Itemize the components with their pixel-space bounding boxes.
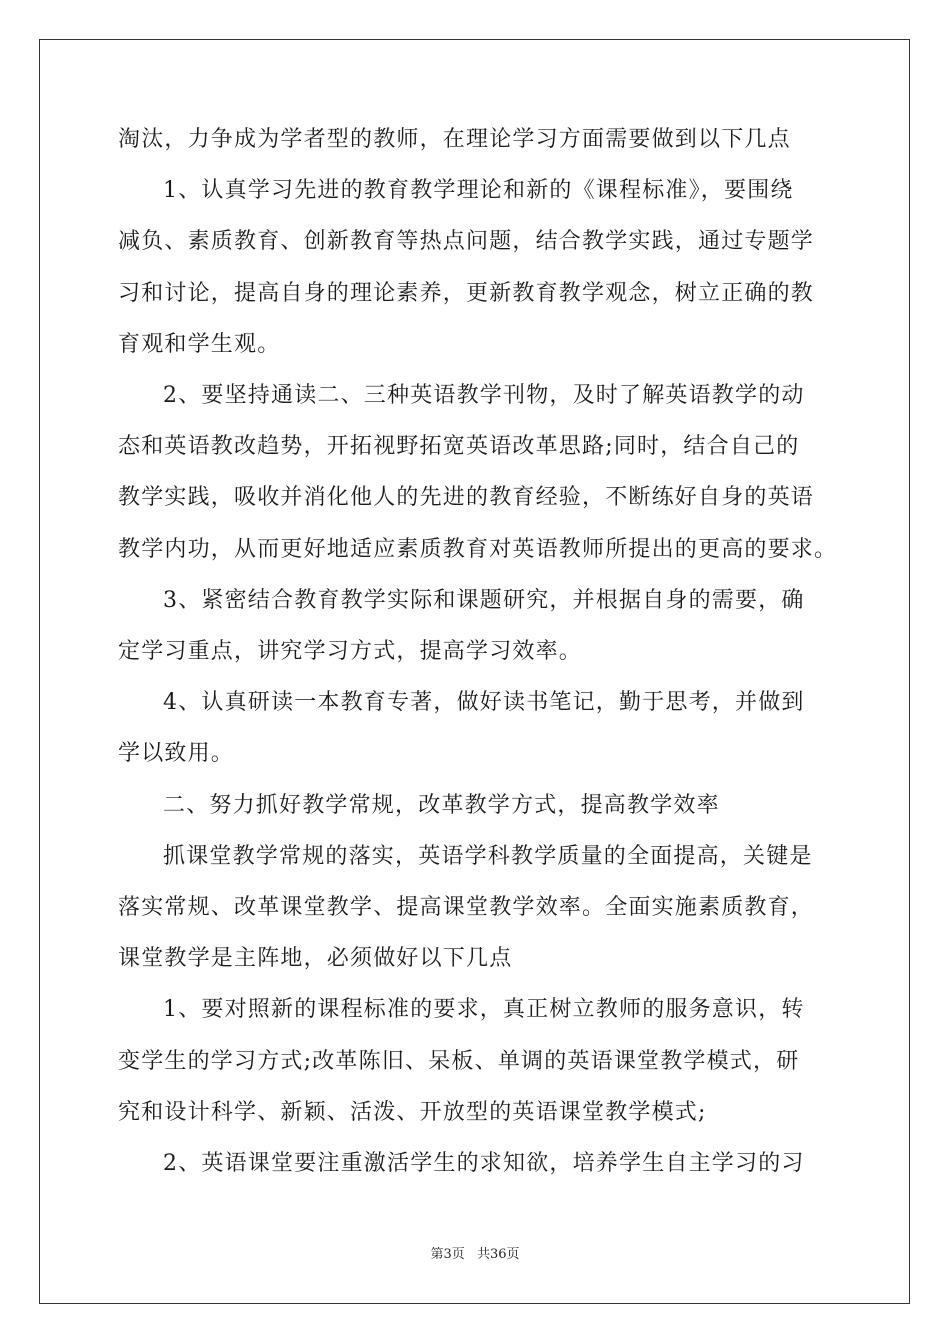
- text-line: 育观和学生观。: [118, 331, 281, 357]
- page-total: 共36页: [476, 1247, 520, 1262]
- text-line: 1、认真学习先进的教育教学理论和新的《课程标准》，要围绕: [163, 178, 794, 204]
- text-line: 习和讨论，提高自身的理论素养，更新教育教学观念，树立正确的教: [118, 280, 815, 306]
- text-line: 抓课堂教学常规的落实，英语学科教学质量的全面提高，关键是: [163, 843, 813, 869]
- text-line: 教学实践，吸收并消化他人的先进的教育经验，不断练好自身的英语: [118, 485, 815, 511]
- text-line: 2、要坚持通读二、三种英语教学刊物，及时了解英语教学的动: [163, 383, 805, 408]
- text-line: 4、认真研读一本教育专著，做好读书笔记，勤于思考，并做到: [163, 690, 805, 716]
- text-line: 态和英语教改趋势，开拓视野拓宽英语改革思路;同时，结合自己的: [118, 434, 800, 460]
- text-line: 课堂教学是主阵地，必须做好以下几点: [118, 946, 513, 972]
- text-line: 2、英语课堂要注重激活学生的求知欲，培养学生自主学习的习: [163, 1151, 805, 1176]
- text-line: 二、努力抓好教学常规，改革教学方式，提高教学效率: [163, 792, 720, 818]
- text-line: 定学习重点，讲究学习方式，提高学习效率。: [118, 639, 583, 664]
- text-line: 3、紧密结合教育教学实际和课题研究，并根据自身的需要，确: [163, 587, 805, 613]
- page-footer: [0, 1243, 950, 1262]
- text-line: 学以致用。: [118, 741, 235, 767]
- text-line: 落实常规、改革课堂教学、提高课堂教学效率。全面实施素质教育，: [118, 895, 815, 920]
- text-line: 究和设计科学、新颖、活泼、开放型的英语课堂教学模式;: [118, 1099, 707, 1125]
- page-number: 第3页: [430, 1247, 465, 1262]
- text-line: 教学内功，从而更好地适应素质教育对英语教师所提出的更高的要求。: [118, 536, 838, 562]
- text-line: 淘汰，力争成为学者型的教师，在理论学习方面需要做到以下几点: [118, 127, 791, 152]
- text-line: 变学生的学习方式;改革陈旧、呆板、单调的英语课堂教学模式，研: [118, 1048, 800, 1074]
- text-line: 1、要对照新的课程标准的要求，真正树立教师的服务意识，转: [163, 997, 805, 1023]
- text-line: 减负、素质教育、创新教育等热点问题，结合教学实践，通过专题学: [118, 229, 815, 255]
